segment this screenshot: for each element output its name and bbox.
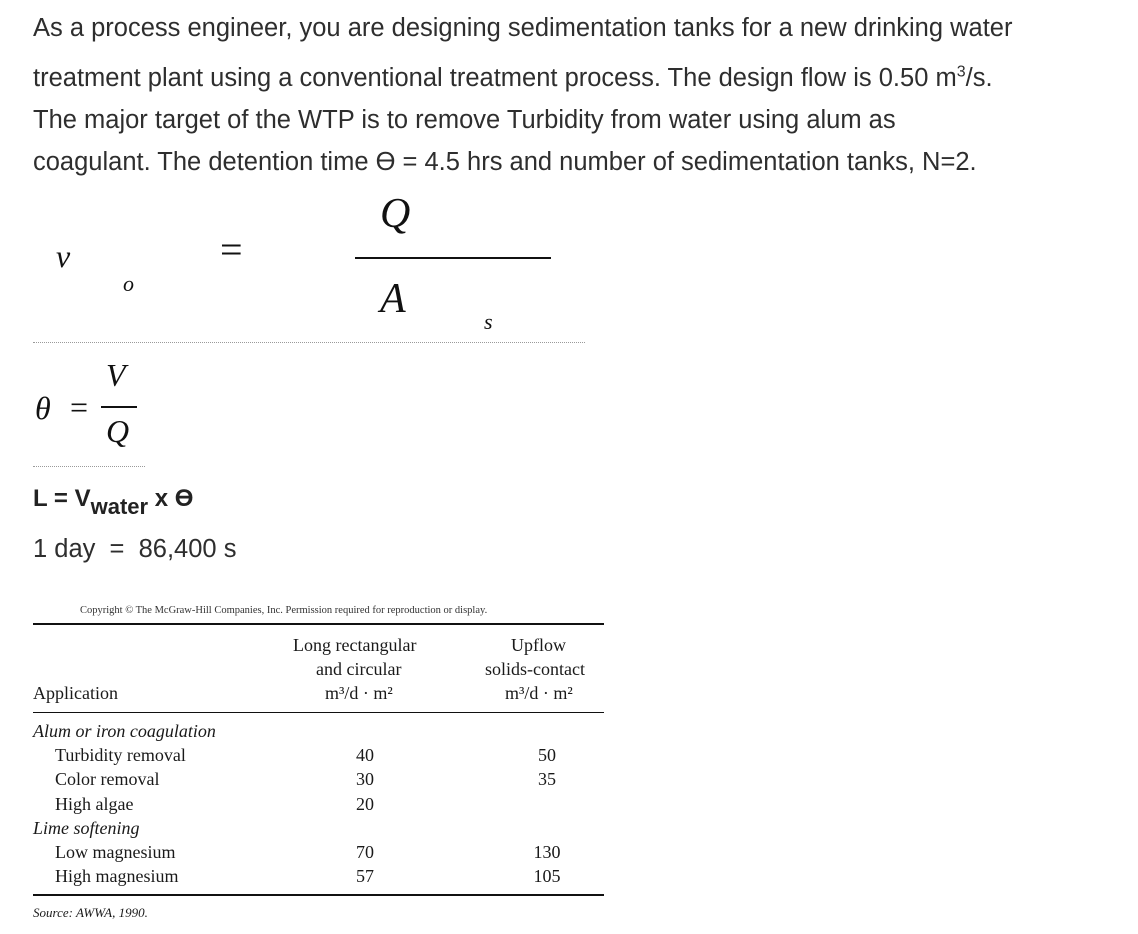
length-formula	[33, 485, 194, 519]
problem-line-2	[33, 63, 993, 92]
formula1-subscript-o: o	[123, 271, 134, 296]
header-upflow-unit: m³/d · m²	[505, 683, 573, 703]
formula1-subscript-s: s	[484, 309, 493, 334]
divider-2	[33, 466, 145, 467]
table-header-rule	[33, 712, 604, 713]
formula2-fraction-bar	[101, 406, 137, 408]
group-name: Alum or iron coagulation	[33, 721, 216, 741]
problem-line-1: As a process engineer, you are designing sedimentation tanks for a new drinking water	[33, 14, 1013, 42]
day-conversion: 1 day = 86,400 s	[33, 535, 237, 563]
problem-line-2-unit: /s.	[965, 64, 993, 92]
header-application: Application	[33, 683, 118, 703]
formula1-equals: =	[220, 227, 243, 272]
row-rect-value: 20	[356, 794, 374, 814]
row-label: High algae	[55, 794, 134, 814]
row-rect-value: 30	[356, 769, 374, 789]
row-upflow-value: 50	[538, 745, 556, 765]
formula2-equals: =	[70, 389, 89, 425]
divider-1	[33, 342, 585, 343]
row-label: High magnesium	[55, 866, 179, 886]
superscript-3: 3	[956, 63, 966, 81]
group-name: Lime softening	[33, 818, 140, 838]
problem-line-3: The major target of the WTP is to remove Turbidity from water using alum as	[33, 106, 896, 134]
table-copyright: Copyright © The McGraw-Hill Companies, Inc. Permission required for reproduction or display.	[80, 605, 488, 616]
formula2-numerator: V	[106, 357, 126, 393]
formula1-denominator: A	[380, 276, 406, 322]
formula1-numerator: Q	[380, 191, 411, 237]
formula1-fraction-bar	[355, 257, 551, 259]
formula3-left: L = V	[33, 485, 91, 512]
problem-line-2-text: treatment plant using a conventional treatment process. The design flow is 0.50 m	[33, 64, 957, 92]
row-upflow-value: 130	[533, 842, 561, 862]
header-upflow-line2: solids-contact	[485, 659, 585, 679]
row-label: Turbidity removal	[55, 745, 186, 765]
header-upflow-line1: Upflow	[511, 635, 566, 655]
formula3-subscript: water	[90, 494, 149, 519]
header-rect-unit: m³/d · m²	[325, 683, 393, 703]
header-rect-line2: and circular	[316, 659, 402, 679]
row-rect-value: 70	[356, 842, 374, 862]
table-bottom-rule	[33, 894, 604, 896]
header-rect-line1: Long rectangular	[293, 635, 417, 655]
formula3-right: x ϴ	[148, 485, 194, 512]
table-top-rule	[33, 623, 604, 625]
row-label: Color removal	[55, 769, 160, 789]
row-rect-value: 40	[356, 745, 374, 765]
formula2-theta: θ	[35, 390, 51, 426]
row-rect-value: 57	[356, 866, 374, 886]
problem-line-4: coagulant. The detention time ϴ = 4.5 hrs and number of sedimentation tanks, N=2.	[33, 148, 977, 176]
formula1-v: v	[56, 238, 71, 274]
row-upflow-value: 105	[533, 866, 561, 886]
row-upflow-value: 35	[538, 769, 556, 789]
table-source: Source: AWWA, 1990.	[33, 905, 148, 920]
formula2-denominator: Q	[106, 413, 130, 449]
row-label: Low magnesium	[55, 842, 176, 862]
